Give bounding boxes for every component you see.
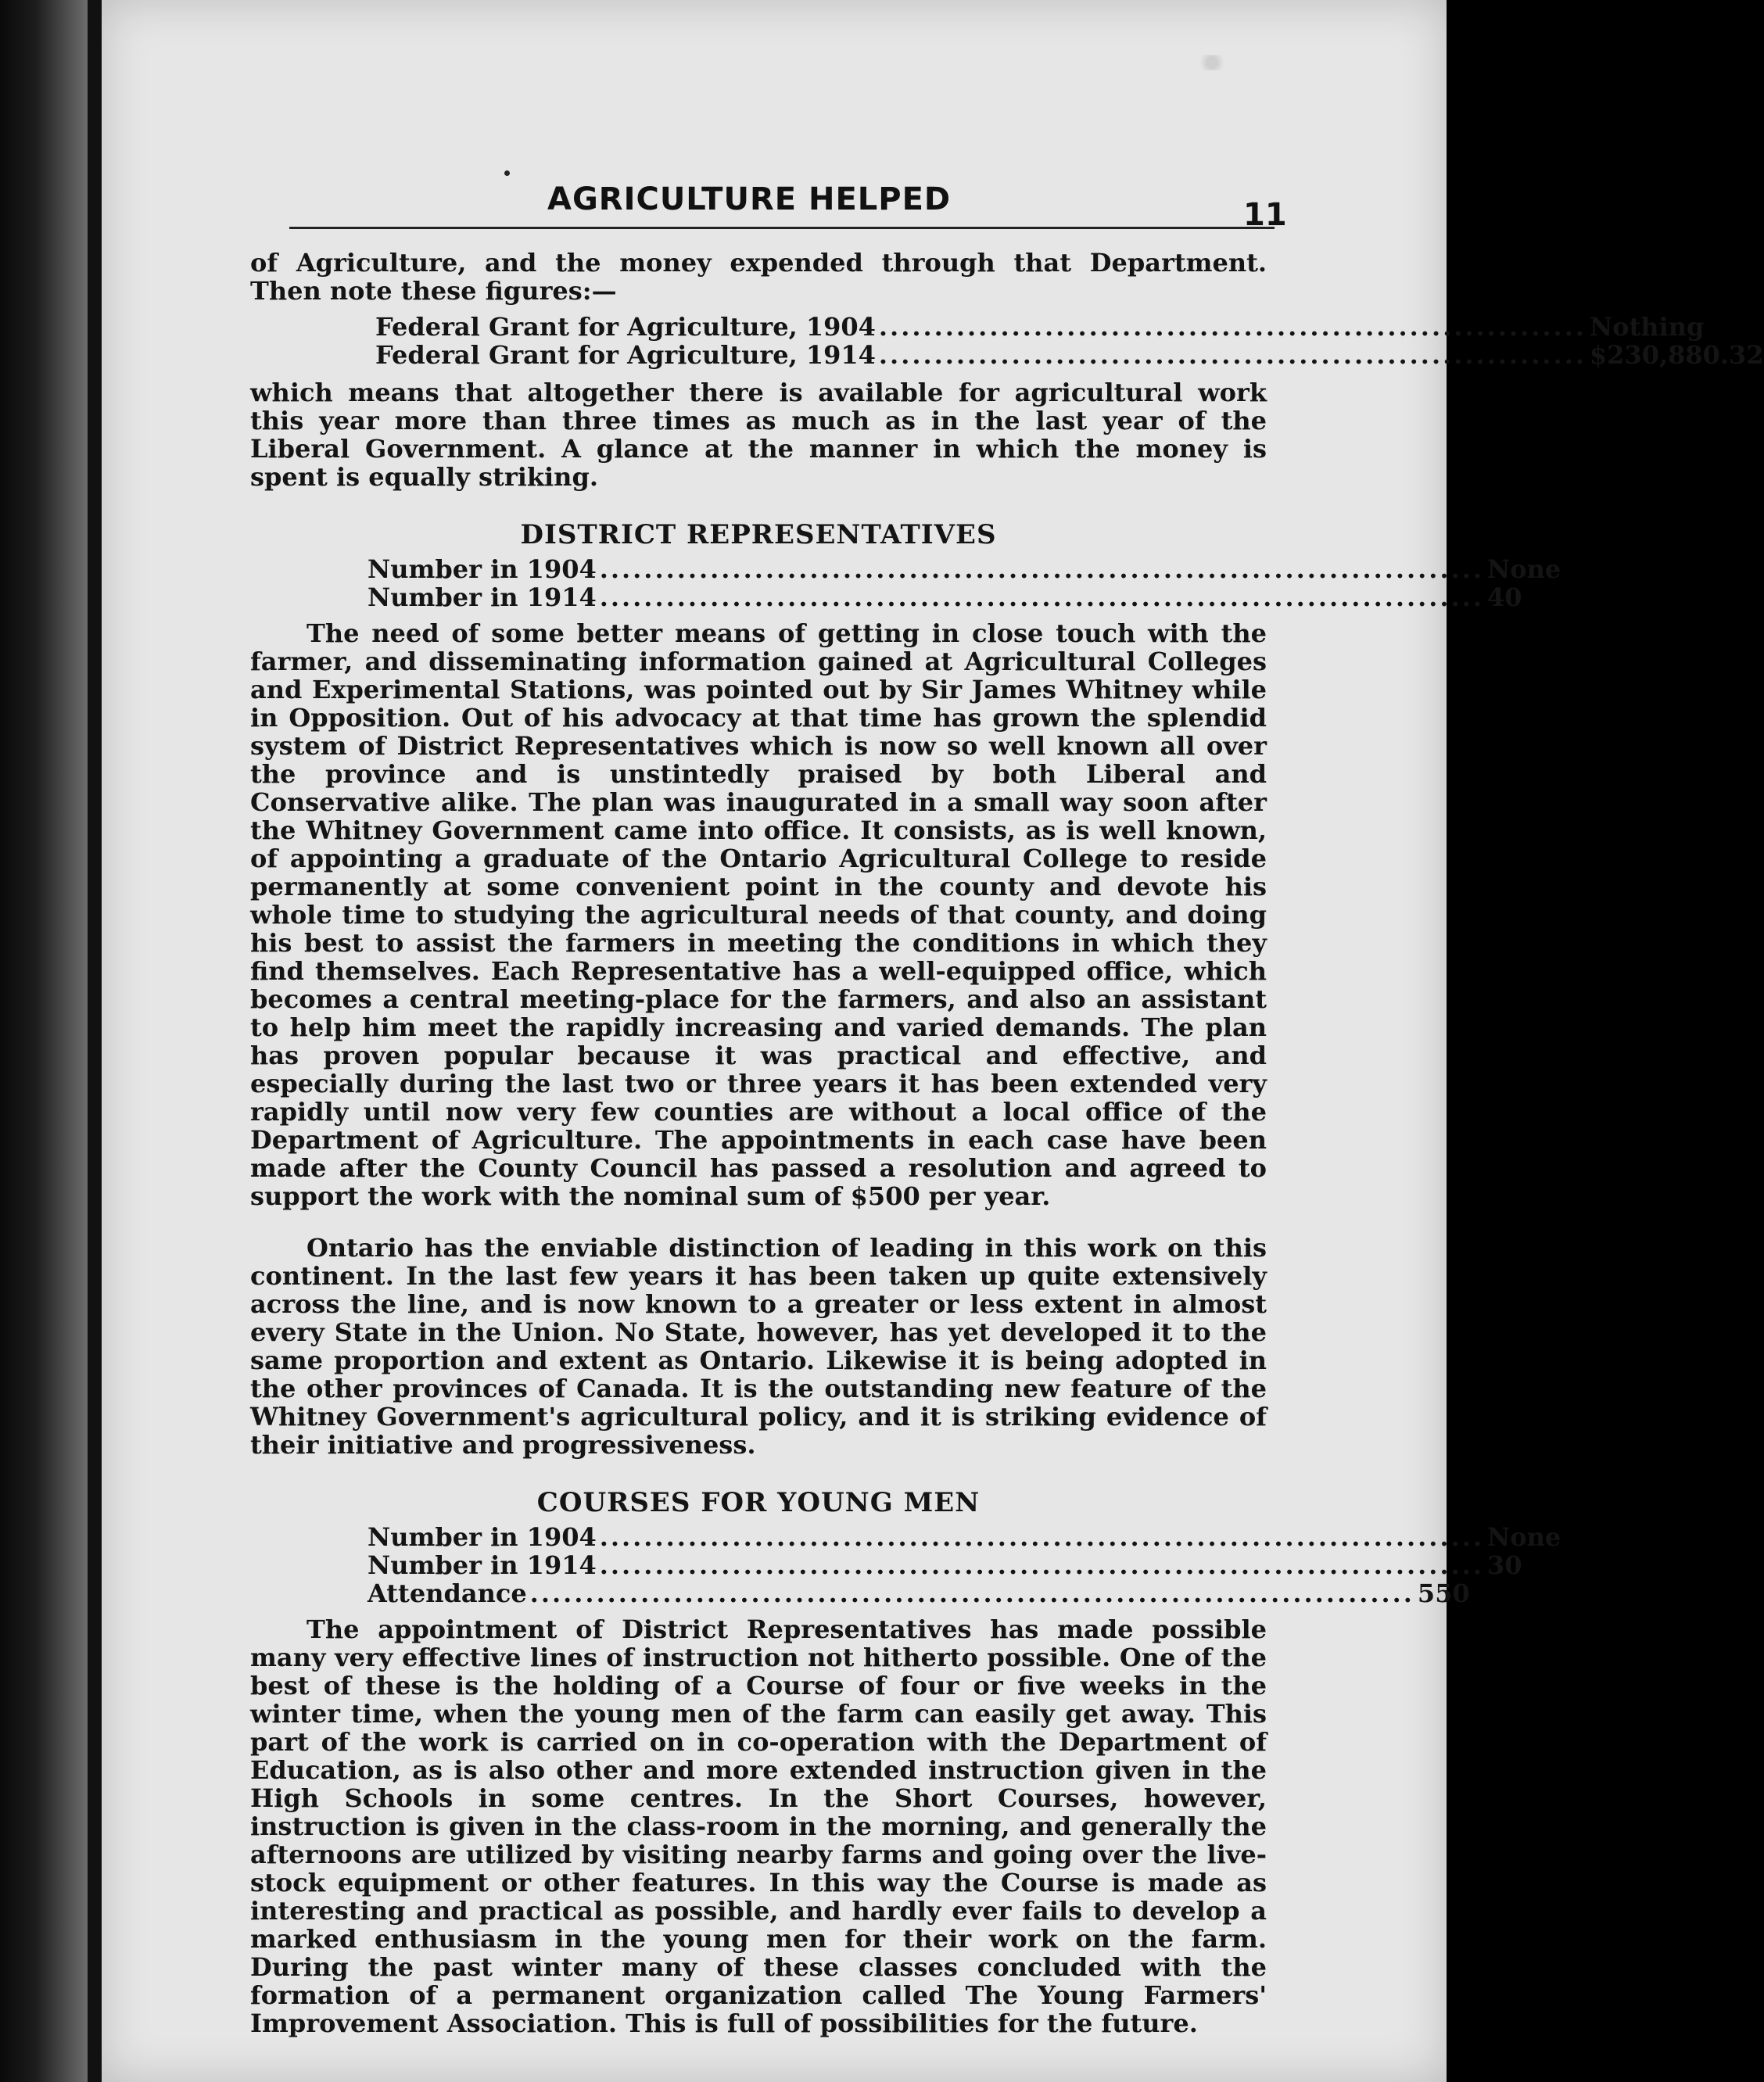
courses-paragraph: The appointment of District Representatives has made possible many very effective lines of instruction not hitherto possible. One of the best of these is the holding of a Course of four or five weeks in the winter time, when the young men of the farm can easily get away. This part of the work is carried on in co-operation with the Department of Education, as is also other and more extended instruction given in the High Schools in some centres. In the Short Courses, however, instruction is given in the class-room in the morning, and generally the afternoons are utilized by visiting nearby farms and going over the live-stock equipment or other features. In this way the Course is made as interesting and practical as possible, and hardly ever fails to develop a marked enthusiasm in the young men for their work on the farm. During the past winter many of these classes concluded with the formation of a permanent organization called The Young Farmers' Improvement Association. This is full of possibilities for the future. [250,1614,1267,2038]
stray-dot [504,170,510,176]
stat-value: 30 [1486,1550,1522,1580]
leader-dots: ................................................................................ [599,554,1484,584]
stat-row [368,582,1522,612]
page-number: 11 [1243,197,1287,233]
district-paragraph: The need of some better means of getting in close touch with the farmer, and disseminating information gained at Agricultural Colleges and Experimental Stations, was pointed out by Sir James Whitney while in Opposition. Out of his advocacy at that time has grown the splendid system of District Representatives which is now so well known all over the province and is unstintedly praised by both Liberal and Conservative alike. The plan was inaugurated in a small way soon after the Whitney Government came into office. It consists, as is well known, of appointing a graduate of the Ontario Agricultural College to reside permanently at some convenient point in the county and devote his whole time to studying the agricultural needs of that county, and doing his best to assist the farmers in meeting the conditions in which they find themselves. Each Representative has a well-equipped office, which becomes a central meeting-place for the farmers, and also an assistant to help him meet the rapidly increasing and varied demands. The plan has proven popular because it was practical and effective, and especially during the last two or three years it has been extended very rapidly until now very few counties are without a local office of the Department of Agriculture. The appointments in each case have been made after the County Council has passed a resolution and agreed to support the work with the nominal sum of $500 per year. [250,618,1267,1211]
grant-list [375,312,1764,370]
grant-row [375,340,1764,370]
running-header-title: AGRICULTURE HELPED [547,181,952,217]
leader-dots: ................................................................................ [599,582,1484,612]
page-binding-shadow [88,0,102,2082]
grant-value: $230,880.32 [1589,340,1764,370]
intro-paragraph: of Agriculture, and the money expended through that Department. Then note these figures:— [250,248,1267,306]
intro-conclusion: which means that altogether there is available for agricultural work this year more than three times as much as in the last year of the Liberal Government. A glance at the manner in which the money is spent is equally striking. [250,378,1267,492]
stat-row [368,1522,1561,1552]
stat-label: Number in 1914 [368,1550,597,1580]
courses-stats [368,1522,1561,1608]
leader-dots: ................................................................ [878,312,1587,342]
stat-row [368,1550,1522,1580]
grant-value: Nothing [1589,312,1705,342]
stat-label: Number in 1914 [368,582,597,612]
leader-dots: ................................................................................ [529,1579,1414,1608]
page-body [250,248,1764,2038]
leader-dots: ................................................................ [878,340,1587,370]
scan-blemish [1196,55,1228,70]
stat-row [368,1579,1470,1608]
stat-label: Number in 1904 [368,554,597,584]
grant-row [375,312,1705,342]
district-paragraph: Ontario has the enviable distinction of leading in this work on this continent. In the last few years it has been taken up quite extensively across the line, and is now known to a greater or less extent in almost every State in the Union. No State, however, has yet developed it to the same proportion and extent as Ontario. Likewise it is being adopted in the other provinces of Canada. It is the outstanding new feature of the Whitney Government's agricultural policy, and it is striking evidence of their initiative and progressiveness. [250,1233,1267,1460]
stat-value: 550 [1417,1579,1470,1608]
adjacent-page-edge [0,0,88,2082]
section-heading-district: DISTRICT REPRESENTATIVES [520,519,997,550]
stat-label: Attendance [368,1579,527,1608]
running-header [289,181,1275,236]
leader-dots: ................................................................................ [599,1550,1484,1580]
stat-row [368,554,1561,584]
section-heading-courses: COURSES FOR YOUNG MEN [536,1487,981,1518]
grant-label: Federal Grant for Agriculture, 1904 [375,312,876,342]
district-stats [368,554,1561,612]
leader-dots: ................................................................................ [599,1522,1484,1552]
grant-label: Federal Grant for Agriculture, 1914 [375,340,876,370]
stat-value: 40 [1486,582,1522,612]
header-rule [289,227,1275,229]
stat-value: None [1486,554,1561,584]
stat-label: Number in 1904 [368,1522,597,1552]
stat-value: None [1486,1522,1561,1552]
